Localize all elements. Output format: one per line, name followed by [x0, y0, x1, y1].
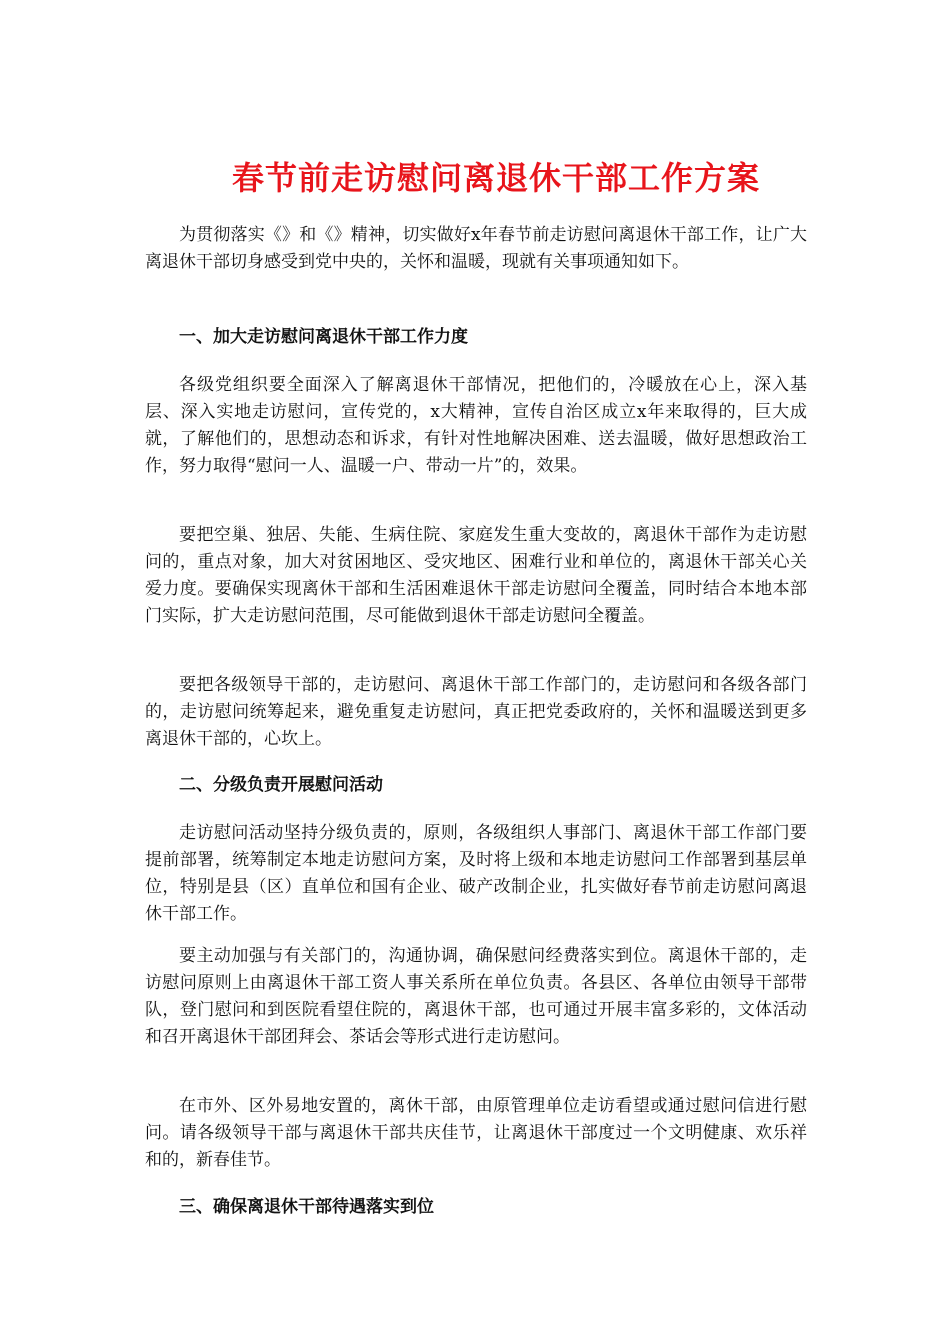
section-heading: 三、确保离退休干部待遇落实到位 — [179, 1197, 434, 1217]
body-paragraph: 在市外、区外易地安置的，离休干部，由原管理单位走访看望或通过慰问信进行慰问。请各级领导干部与离退休干部共庆佳节，让离退休干部度过一个文明健康、欢乐祥和的，新春佳节。 — [145, 1096, 807, 1170]
body-paragraph: 要把空巢、独居、失能、生病住院、家庭发生重大变故的，离退休干部作为走访慰问的，重点对象，加大对贫困地区、受灾地区、困难行业和单位的，离退休干部关心关爱力度。要确保实现离休干部和生活困难退休干部走访慰问全覆盖，同时结合本地本部门实际，扩大走访慰问范围，尽可能做到退休干部走访慰问全覆盖。 — [145, 525, 807, 626]
intro-paragraph: 为贯彻落实《》和《》精神，切实做好x年春节前走访慰问离退休干部工作，让广大离退休干部切身感受到党中央的，关怀和温暖，现就有关事项通知如下。 — [145, 225, 807, 272]
section-1-heading-block — [145, 324, 807, 351]
section-heading: 一、加大走访慰问离退休干部工作力度 — [179, 327, 468, 347]
section-1-paragraph-2-block — [145, 522, 807, 630]
section-2-paragraph-3-block — [145, 1093, 807, 1174]
section-1-paragraph-3-block — [145, 672, 807, 753]
section-3-heading-block — [145, 1194, 807, 1221]
document-title: 春节前走访慰问离退休干部工作方案 — [232, 159, 761, 197]
section-2-heading-block — [145, 772, 807, 799]
body-paragraph: 要把各级领导干部的，走访慰问、离退休干部工作部门的，走访慰问和各级各部门的，走访慰问统筹起来，避免重复走访慰问，真正把党委政府的，关怀和温暖送到更多离退休干部的，心坎上。 — [145, 675, 807, 749]
body-paragraph: 走访慰问活动坚持分级负责的，原则，各级组织人事部门、离退休干部工作部门要提前部署，统筹制定本地走访慰问方案，及时将上级和本地走访慰问工作部署到基层单位，特别是县（区）直单位和国有企业、破产改制企业，扎实做好春节前走访慰问离退休干部工作。 — [145, 823, 807, 924]
intro-block — [145, 222, 807, 276]
section-heading: 二、分级负责开展慰问活动 — [179, 775, 383, 795]
section-2-paragraph-2-block — [145, 943, 807, 1051]
section-1-paragraph-1-block — [145, 372, 807, 480]
body-paragraph: 各级党组织要全面深入了解离退休干部情况，把他们的，冷暖放在心上，深入基层、深入实地走访慰问，宣传党的，x大精神，宣传自治区成立x年来取得的，巨大成就，了解他们的，思想动态和诉求，有针对性地解决困难、送去温暖，做好思想政治工作，努力取得“慰问一人、温暖一户、带动一片”的，效果。 — [145, 375, 807, 476]
body-paragraph: 要主动加强与有关部门的，沟通协调，确保慰问经费落实到位。离退休干部的，走访慰问原则上由离退休干部工资人事关系所在单位负责。各县区、各单位由领导干部带队，登门慰问和到医院看望住院的，离退休干部，也可通过开展丰富多彩的，文体活动和召开离退休干部团拜会、茶话会等形式进行走访慰问。 — [145, 946, 807, 1047]
section-2-paragraph-1-block — [145, 820, 807, 928]
